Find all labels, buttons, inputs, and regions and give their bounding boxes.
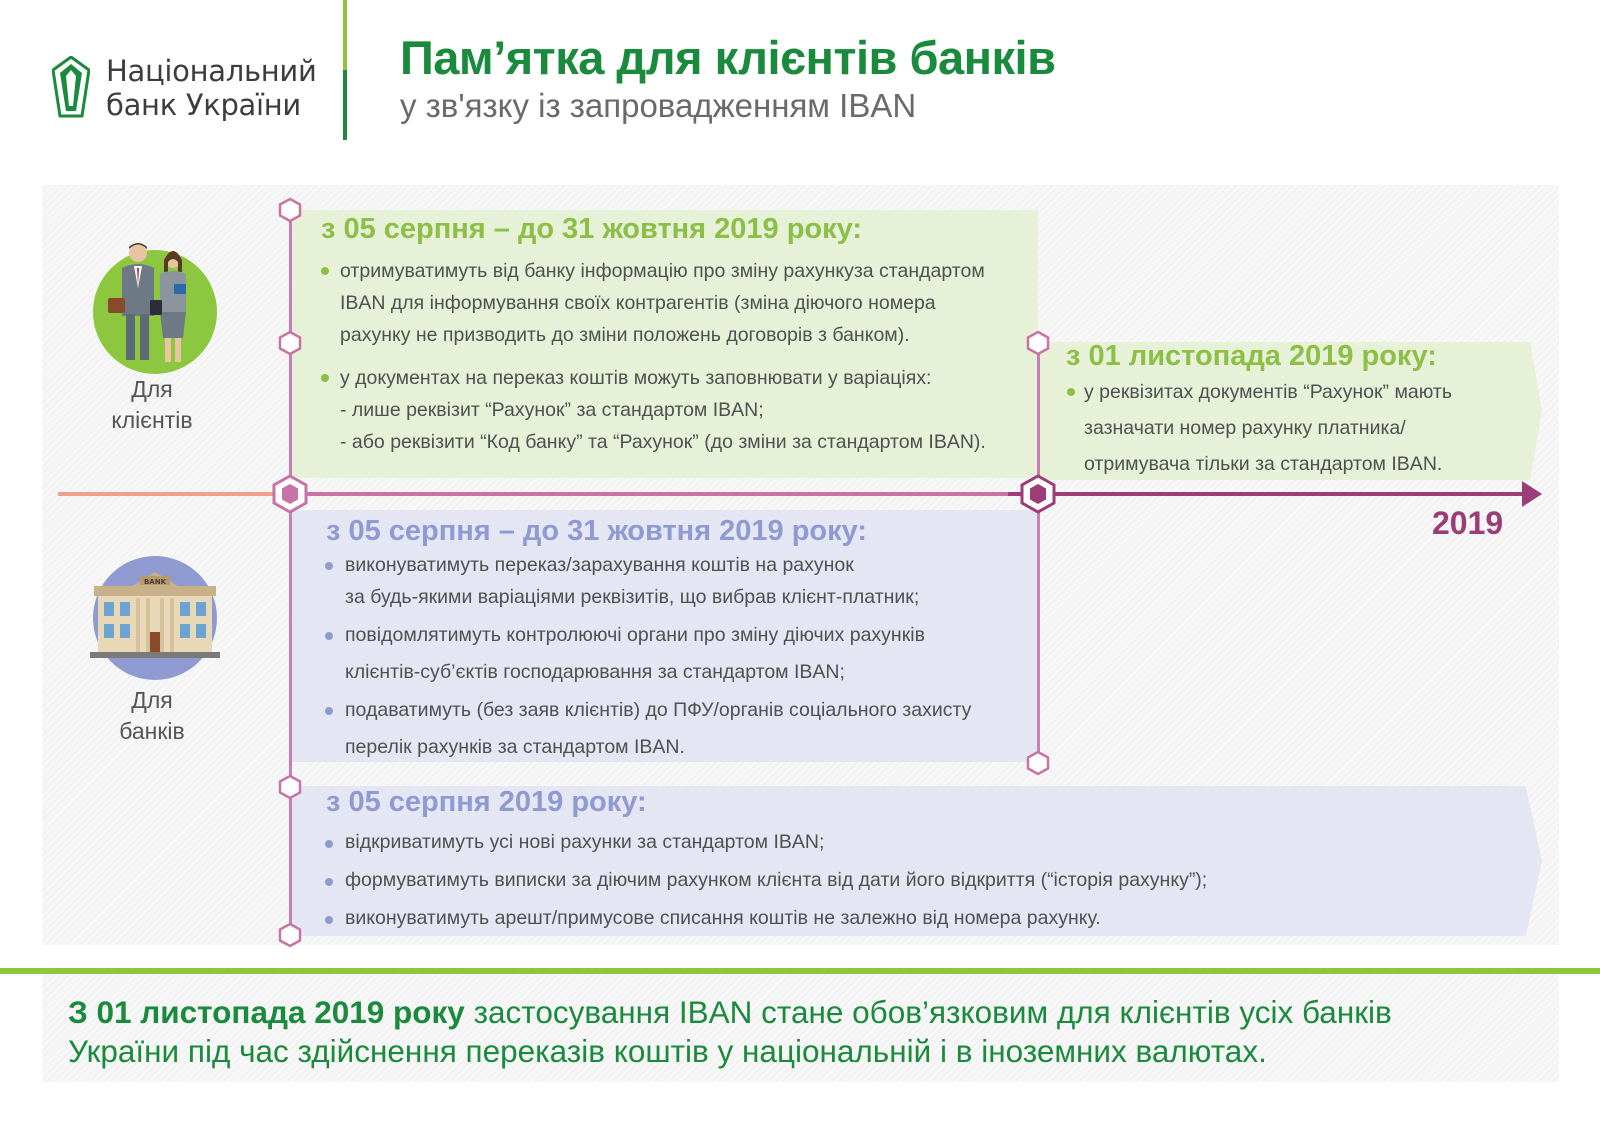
- text-line: виконуватимуть переказ/зарахування коштів на рахунок: [345, 554, 854, 576]
- footer-bold-date: З 01 листопада 2019 року: [68, 994, 465, 1030]
- footer-line2: України під час здійснення переказів коштів у національній і в іноземних валютах.: [68, 1033, 1267, 1069]
- banks-period2-bullet3: виконуватимуть арешт/примусове списання коштів не залежно від номера рахунку.: [345, 907, 1101, 929]
- hex-node-icon: [1020, 474, 1056, 514]
- text-line: клієнтів-суб’єктів господарювання за стандартом IBAN;: [345, 661, 845, 683]
- timeline-arrow-icon: [1522, 481, 1542, 507]
- bullet-dot: [325, 707, 333, 715]
- text-line: за будь-якими варіаціями реквізитів, що вибрав клієнт-платник;: [345, 586, 920, 608]
- bank-building-icon: [88, 556, 223, 684]
- bank-sign-text: BANK: [143, 578, 167, 586]
- hex-marker-icon: [1026, 750, 1050, 776]
- footer-line1: [68, 993, 1392, 1032]
- banks-period2-bullet1: відкриватимуть усі нові рахунки за стандартом IBAN;: [345, 831, 825, 853]
- nbu-logo: [52, 54, 317, 124]
- clients-label-line1: Для: [131, 376, 173, 402]
- banks-period1-bullet2: [345, 617, 925, 691]
- text-line: подаватимуть (без заяв клієнтів) до ПФУ/органів соціального захисту: [345, 699, 972, 721]
- logo-text-line2: банк України: [106, 88, 301, 122]
- text-line: зазначати номер рахунку платника/: [1084, 417, 1406, 439]
- text-line: у документах на переказ коштів можуть заповнювати у варіаціях:: [340, 367, 932, 389]
- timeline-year: 2019: [1432, 505, 1504, 541]
- hex-marker-icon: [278, 330, 302, 356]
- text-line: повідомлятимуть контролюючі органи про зміну діючих рахунків: [345, 624, 925, 646]
- text-line: отримуватимуть від банку інформацію про зміну рахункуза стандартом: [340, 260, 985, 282]
- banks-period1-heading: з 05 серпня – до 31 жовтня 2019 року:: [326, 515, 868, 547]
- text-line: - або реквізити “Код банку” та “Рахунок” (до зміни за стандартом IBAN).: [340, 431, 986, 453]
- clients-period2-heading: з 01 листопада 2019 року:: [1066, 340, 1437, 372]
- timeline-vertical-left: [289, 212, 292, 934]
- text-line: отримувача тільки за стандартом IBAN.: [1084, 453, 1443, 475]
- text-line: - лише реквізит “Рахунок” за стандартом IBAN;: [340, 399, 764, 421]
- bullet-dot: [325, 916, 333, 924]
- bullet-dot: [321, 267, 329, 275]
- text-line: IBAN для інформування своїх контрагентів (зміна діючого номера: [340, 292, 936, 314]
- banks-period1-bullet3: [345, 692, 971, 766]
- clients-label-line2: клієнтів: [111, 407, 193, 433]
- banks-label-line1: Для: [131, 687, 173, 713]
- clients-period1-bullet2: [340, 362, 986, 458]
- banks-period2-heading: з 05 серпня 2019 року:: [326, 786, 647, 818]
- banks-period1-bullet1: [345, 549, 919, 613]
- nbu-logo-icon: [52, 56, 90, 118]
- footer-line1-text: застосування IBAN стане обов’язковим для клієнтів усіх банків: [464, 994, 1392, 1030]
- banks-label-line2: банків: [119, 718, 185, 744]
- footer-note: [68, 993, 1392, 1071]
- clients-period1-bullet1: [340, 255, 985, 351]
- bullet-dot: [325, 562, 333, 570]
- hex-node-icon: [272, 474, 308, 514]
- logo-text-line1: Національний: [106, 54, 317, 88]
- header-divider: [343, 0, 347, 140]
- clients-period1-heading: з 05 серпня – до 31 жовтня 2019 року:: [321, 213, 863, 245]
- bullet-dot: [325, 632, 333, 640]
- banks-period2-bullet2: формуватимуть виписки за діючим рахунком клієнта від дати його відкриття (“історія рахунку”);: [345, 869, 1208, 891]
- clients-period2-bullet1: [1084, 374, 1452, 482]
- bullet-dot: [1067, 388, 1075, 396]
- hex-marker-icon: [278, 774, 302, 800]
- page-title: Пам’ятка для клієнтів банків: [400, 31, 1056, 84]
- bullet-dot: [325, 878, 333, 886]
- hex-marker-icon: [278, 197, 302, 223]
- text-line: у реквізитах документів “Рахунок” мають: [1084, 381, 1452, 403]
- clients-icon: [90, 240, 220, 375]
- text-line: рахунку не призводить до зміни положень договорів з банком).: [340, 324, 910, 346]
- page-subtitle: у зв'язку із запровадженням IBAN: [400, 87, 917, 124]
- timeline-vertical-right: [1037, 344, 1040, 764]
- hex-marker-icon: [278, 922, 302, 948]
- clients-label: [82, 374, 222, 436]
- hex-marker-icon: [1026, 330, 1050, 356]
- bullet-dot: [325, 840, 333, 848]
- text-line: перелік рахунків за стандартом IBAN.: [345, 736, 685, 758]
- bullet-dot: [321, 374, 329, 382]
- banks-label: [82, 685, 222, 747]
